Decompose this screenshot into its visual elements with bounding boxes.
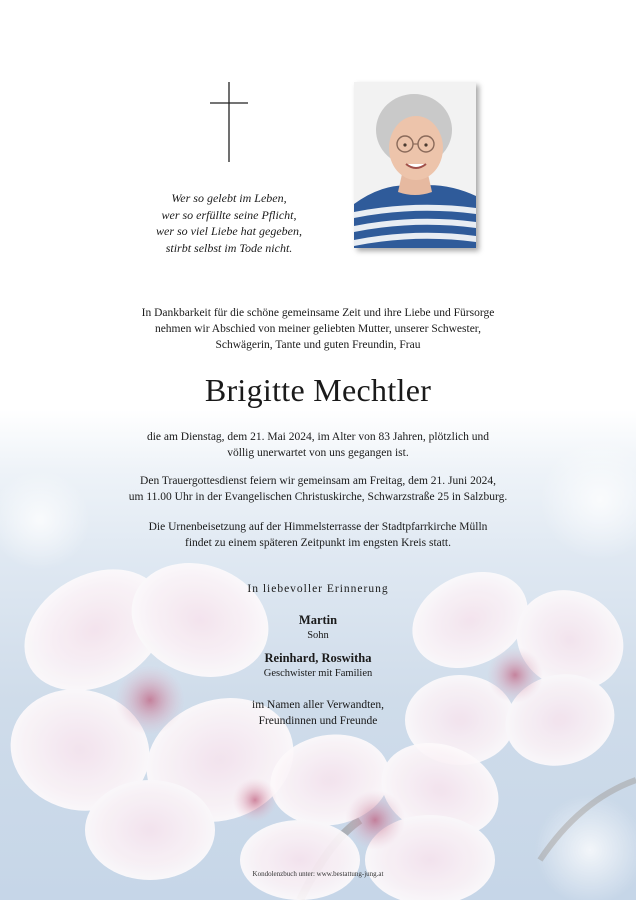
relatives-line: im Namen aller Verwandten, xyxy=(252,699,384,711)
relatives-line: Freundinnen und Freunde xyxy=(258,715,378,727)
quote-line: stirbt selbst im Tode nicht. xyxy=(165,240,293,255)
portrait-image xyxy=(354,82,476,248)
service-line: Den Trauergottesdienst feiern wir gemeinsam am Freitag, dem 21. Juni 2024, xyxy=(140,475,496,487)
quote-line: wer so viel Liebe hat gegeben, xyxy=(156,224,302,238)
cross-icon xyxy=(210,82,248,162)
quote-line: wer so erfüllte seine Pflicht, xyxy=(161,207,297,222)
burial-details xyxy=(60,519,576,551)
intro-line: Schwägerin, Tante und guten Freundin, Frau xyxy=(215,339,421,351)
intro-text xyxy=(60,305,576,353)
burial-line: Die Urnenbeisetzung auf der Himmelsterrasse der Stadtpfarrkirche Mülln xyxy=(148,521,488,533)
mourner-name: Reinhard, Roswitha xyxy=(264,651,372,665)
mourner-role: Sohn xyxy=(307,630,329,641)
intro-line: nehmen wir Abschied von meiner geliebten Mutter, unserer Schwester, xyxy=(154,323,482,335)
mourner-role: Geschwister mit Familien xyxy=(263,668,373,679)
portrait-photo xyxy=(354,82,476,248)
quote-line: Wer so gelebt im Leben, xyxy=(171,191,287,205)
condolence-footer: Kondolenzbuch unter: www.bestattung-jung.at xyxy=(252,870,384,878)
deceased-name: Brigitte Mechtler xyxy=(204,372,432,408)
burial-line: findet zu einem späteren Zeitpunkt im engsten Kreis statt. xyxy=(184,537,452,549)
memory-heading: In liebevoller Erinnerung xyxy=(247,583,389,595)
death-notice xyxy=(60,429,576,461)
death-notice-line: die am Dienstag, dem 21. Mai 2024, im Alter von 83 Jahren, plötzlich und xyxy=(146,431,490,443)
death-notice-line: völlig unerwartet von uns gegangen ist. xyxy=(227,447,409,459)
mourner-name: Martin xyxy=(298,613,338,627)
memorial-quote xyxy=(140,190,318,256)
service-details xyxy=(60,473,576,505)
intro-line: In Dankbarkeit für die schöne gemeinsame Zeit und ihre Liebe und Fürsorge xyxy=(141,307,495,319)
service-line: um 11.00 Uhr in der Evangelischen Christuskirche, Schwarzstraße 25 in Salzburg. xyxy=(128,491,508,503)
relatives-text xyxy=(60,697,576,729)
